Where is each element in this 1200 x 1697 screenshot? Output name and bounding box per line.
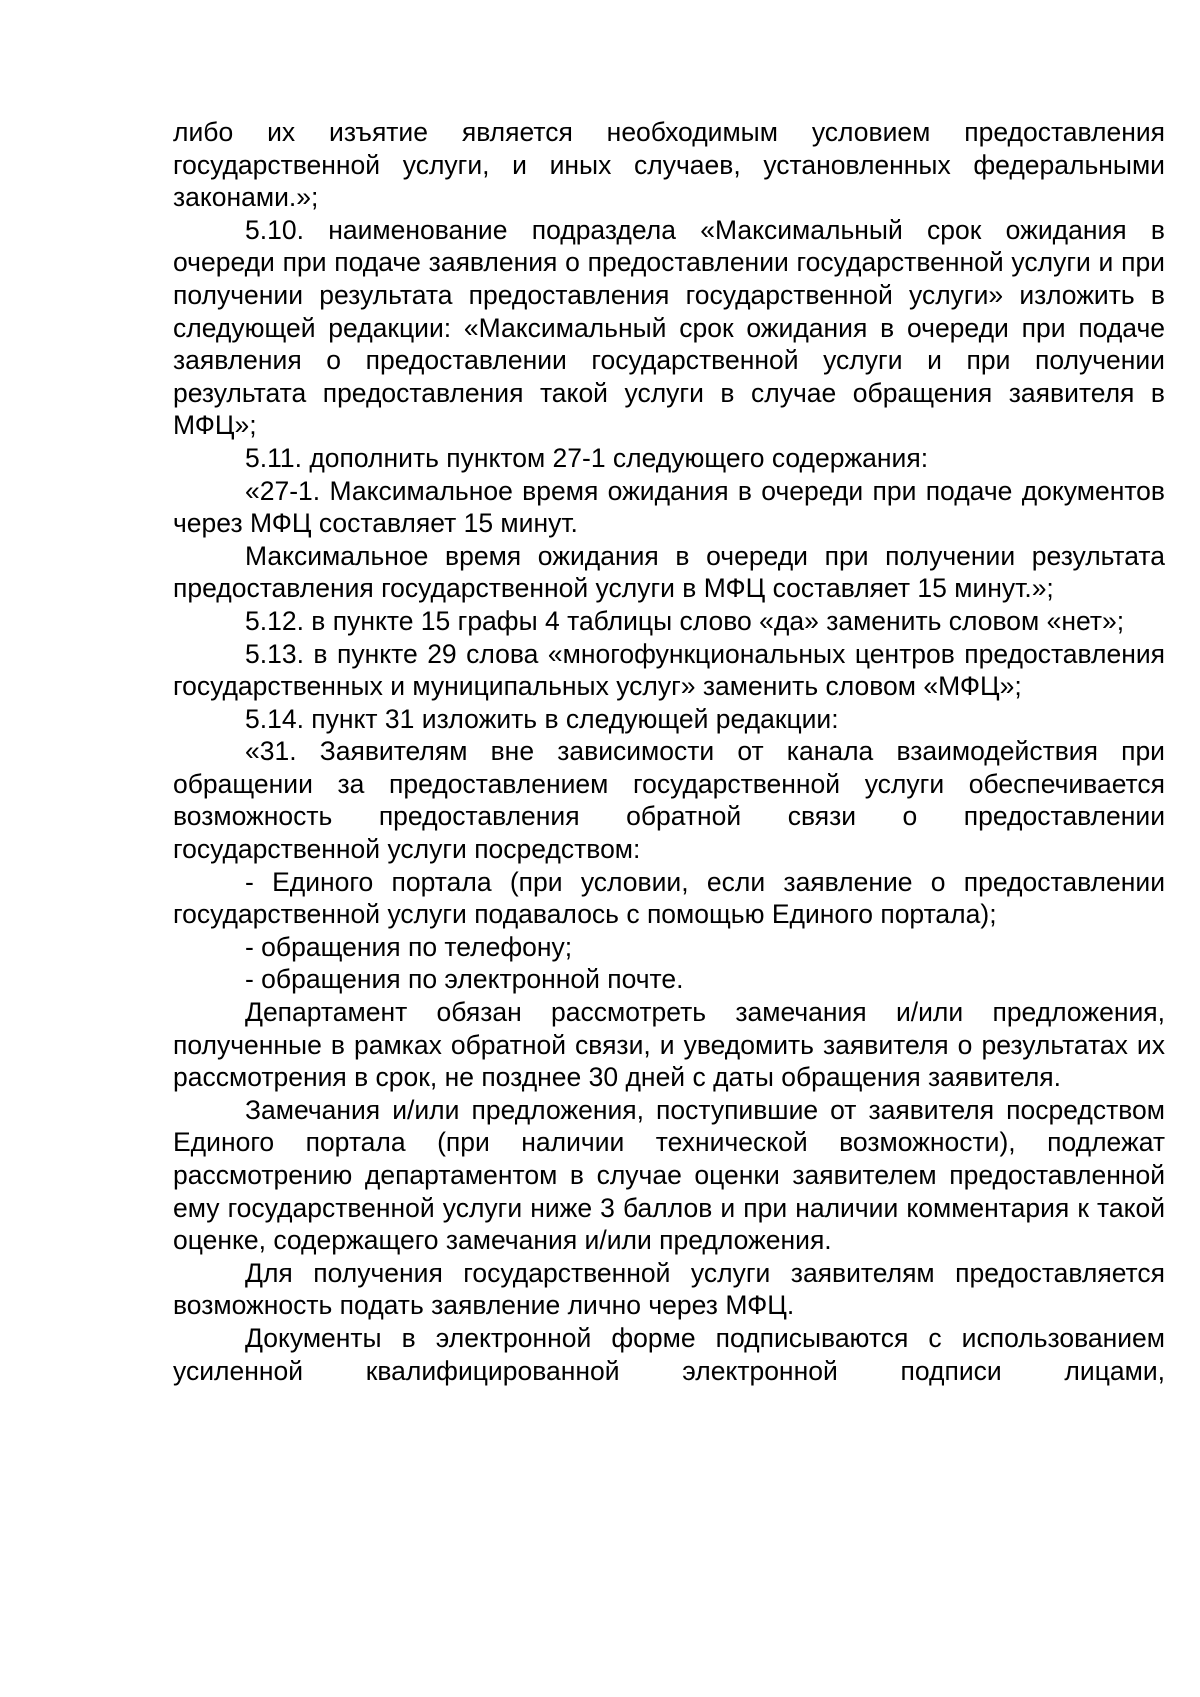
list-item-phone: - обращения по телефону; bbox=[245, 931, 573, 962]
paragraph-31: «31. Заявителям вне зависимости от канала взаимодействия при обращении за предоставлением государственной услуги обеспечивается возможность предоставления обратной связи о предоставлении государственной услуги посредством: bbox=[173, 736, 1165, 865]
paragraph-electronic-signature: Документы в электронной форме подписываются с использованием усиленной квалифицированной электронной подписи лицами, bbox=[173, 1322, 1165, 1386]
paragraph-5-14: 5.14. пункт 31 изложить в следующей редакции: bbox=[245, 703, 839, 734]
paragraph-5-11: 5.11. дополнить пунктом 27-1 следующего содержания: bbox=[245, 442, 929, 473]
list-item-email: - обращения по электронной почте. bbox=[245, 964, 684, 995]
paragraph-department-duty: Департамент обязан рассмотреть замечания и/или предложения, полученные в рамках обратной связи, и уведомить заявителя о результатах их рассмотрения в срок, не позднее 30 дней с даты обращения заявителя. bbox=[173, 997, 1165, 1093]
paragraph-mfc-application: Для получения государственной услуги заявителям предоставляется возможность подать заявление лично через МФЦ. bbox=[173, 1257, 1165, 1321]
document-body bbox=[173, 116, 1165, 1387]
paragraph-5-13: 5.13. в пункте 29 слова «многофункциональных центров предоставления государственных и муниципальных услуг» заменить словом «МФЦ»; bbox=[173, 638, 1165, 702]
paragraph-27-1-result: Максимальное время ожидания в очереди при получении результата предоставления государственной услуги в МФЦ составляет 15 минут.»; bbox=[173, 540, 1165, 604]
paragraph-remarks: Замечания и/или предложения, поступившие от заявителя посредством Единого портала (при наличии технической возможности), подлежат рассмотрению департаментом в случае оценки заявителем предоставленной ему государственной услуги ниже 3 баллов и при наличии комментария к такой оценке, содержащего замечания и/или предложения. bbox=[173, 1094, 1165, 1256]
paragraph-5-10: 5.10. наименование подраздела «Максимальный срок ожидания в очереди при подаче заявления о предоставлении государственной услуги и при получении результата предоставления государственной услуги» изложить в следующей редакции: «Максимальный срок ожидания в очереди при подаче заявления о предоставлении государственной услуги и при получении результата предоставления такой услуги в случае обращения заявителя в МФЦ»; bbox=[173, 214, 1165, 441]
paragraph-27-1: «27-1. Максимальное время ожидания в очереди при подаче документов через МФЦ составляет 15 минут. bbox=[173, 475, 1165, 539]
paragraph-continuation: либо их изъятие является необходимым условием предоставления государственной услуги, и иных случаев, установленных федеральными законами.»; bbox=[173, 117, 1165, 213]
list-item-portal: - Единого портала (при условии, если заявление о предоставлении государственной услуги подавалось с помощью Единого портала); bbox=[173, 866, 1165, 930]
paragraph-5-12: 5.12. в пункте 15 графы 4 таблицы слово «да» заменить словом «нет»; bbox=[245, 605, 1125, 636]
